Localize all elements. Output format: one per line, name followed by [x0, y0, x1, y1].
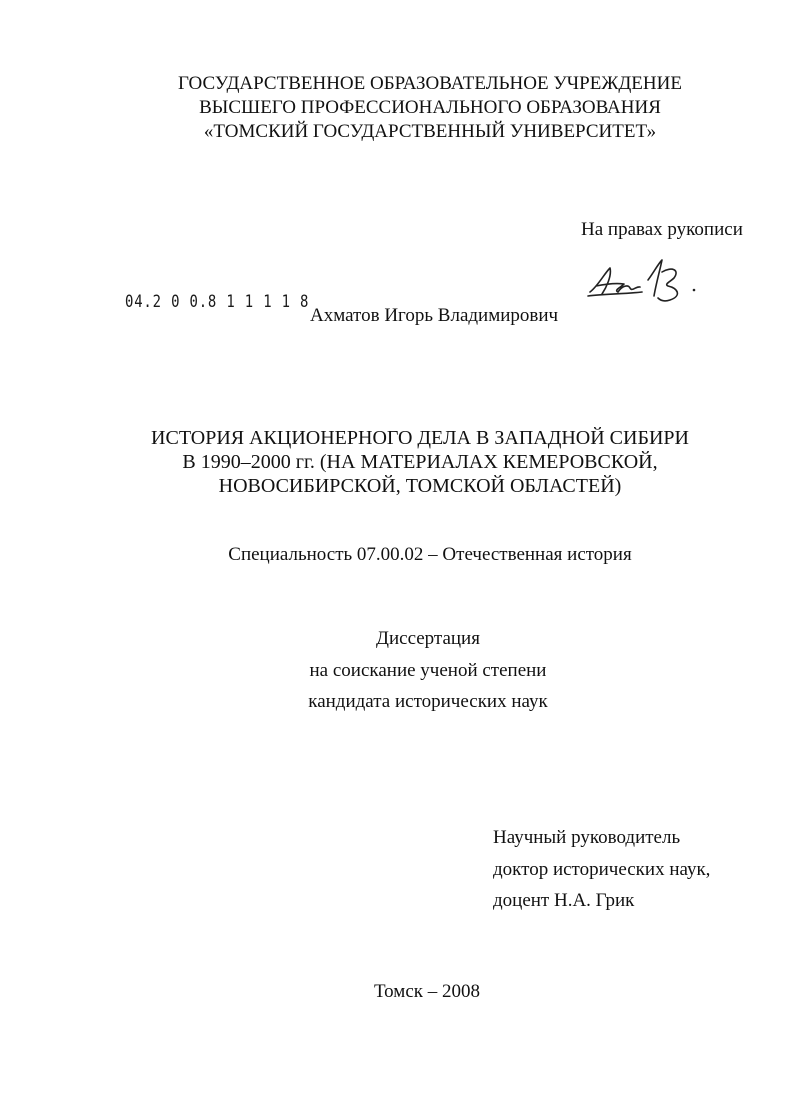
institution-header: [0, 72, 793, 144]
title-line-2: В 1990–2000 гг. (НА МАТЕРИАЛАХ КЕМЕРОВСКОЙ,: [182, 451, 658, 473]
institution-line-2: ВЫСШЕГО ПРОФЕССИОНАЛЬНОГО ОБРАЗОВАНИЯ: [199, 97, 661, 118]
handwritten-signature: [584, 256, 704, 308]
registration-stamp: 04.2 0 0.8 1 1 1 1 8: [125, 292, 310, 312]
title-line-3: НОВОСИБИРСКОЙ, ТОМСКОЙ ОБЛАСТЕЙ): [218, 475, 622, 497]
supervisor-line-2: доктор исторических наук,: [493, 859, 711, 880]
degree-line-1: Диссертация: [376, 628, 480, 649]
supervisor-line-1: Научный руководитель: [493, 827, 681, 848]
manuscript-note: На правах рукописи: [581, 219, 743, 240]
specialty-line: Специальность 07.00.02 – Отечественная история: [228, 544, 632, 565]
title-line-1: ИСТОРИЯ АКЦИОНЕРНОГО ДЕЛА В ЗАПАДНОЙ СИБИРИ: [151, 427, 689, 449]
city-year: Томск – 2008: [373, 981, 480, 1002]
degree-line-3: кандидата исторических наук: [308, 691, 548, 712]
institution-line-1: ГОСУДАРСТВЕННОЕ ОБРАЗОВАТЕЛЬНОЕ УЧРЕЖДЕНИЕ: [178, 73, 682, 94]
dissertation-title: [0, 426, 793, 498]
degree-line-2: на соискание ученой степени: [309, 660, 547, 681]
author-name: Ахматов Игорь Владимирович: [310, 305, 559, 326]
supervisor-line-3: доцент Н.А. Грик: [493, 890, 635, 911]
institution-line-3: «ТОМСКИЙ ГОСУДАРСТВЕННЫЙ УНИВЕРСИТЕТ»: [203, 121, 657, 142]
